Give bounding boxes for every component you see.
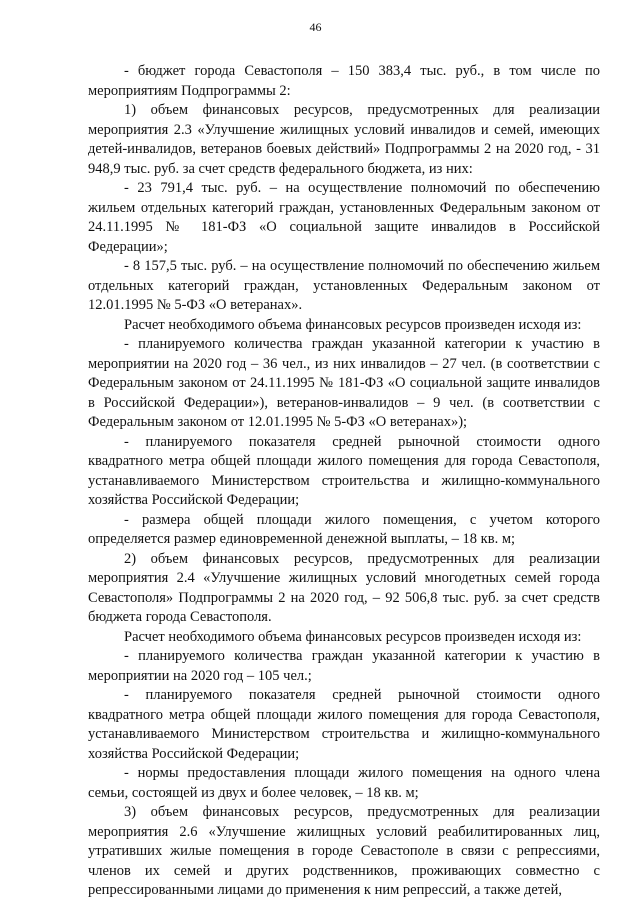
paragraph-planned-citizens: - планируемого количества граждан указанной категории к участию в мероприятии на 2020 год – 36 чел., из них инвалидов – 27 чел. (в соответствии с Федеральным законом от 24.11.1995 № 181-ФЗ «О социальной защите инвалидов в Российской Федерации»), ветеранов-инвалидов – 9 чел. (в соответствии с Федеральным законом от 12.01.1995 № 5-ФЗ «О ветеранах»); xyxy=(88,336,600,430)
paragraph-budget-sevastopol: - бюджет города Севастополя – 150 383,4 тыс. руб., в том числе по мероприятиям Подпрограммы 2: xyxy=(88,63,600,99)
paragraph-measure-2-6: 3) объем финансовых ресурсов, предусмотренных для реализации мероприятия 2.6 «Улучшение жилищных условий реабилитированных лиц, утративших жилые помещения в городе Севастополе в связи с репрессиями, членов их семей и других родственников, проживающих совместно с репрессированными лицами до применения к ним репрессий, а также детей, xyxy=(88,804,600,898)
paragraph-planned-citizens-2: - планируемого количества граждан указанной категории к участию в мероприятии на 2020 год – 105 чел.; xyxy=(88,648,600,684)
paragraph-item-veterans-law: - 8 157,5 тыс. руб. – на осуществление полномочий по обеспечению жильем отдельных категорий граждан, установленных Федеральным законом от 12.01.1995 № 5-ФЗ «О ветеранах». xyxy=(88,258,600,313)
paragraph-market-price-2: - планируемого показателя средней рыночной стоимости одного квадратного метра общей площади жилого помещения для города Севастополя, устанавливаемого Министерством строительства и жилищно-коммунального хозяйства Российской Федерации; xyxy=(88,687,600,762)
page-number: 46 xyxy=(309,20,322,34)
paragraph-market-price: - планируемого показателя средней рыночной стоимости одного квадратного метра общей площади жилого помещения для города Севастополя, устанавливаемого Министерством строительства и жилищно-коммунального хозяйства Российской Федерации; xyxy=(88,433,600,508)
paragraph-measure-2-4: 2) объем финансовых ресурсов, предусмотренных для реализации мероприятия 2.4 «Улучшение жилищных условий многодетных семей города Севастополя» Подпрограммы 2 на 2020 год, – 92 506,8 тыс. руб. за счет средств бюджета города Севастополя. xyxy=(88,550,600,625)
paragraph-item-disabled-law: - 23 791,4 тыс. руб. – на осуществление полномочий по обеспечению жильем отдельных категорий граждан, установленных Федеральным законом от 24.11.1995 № 181-ФЗ «О социальной защите инвалидов в Российской Федерации»; xyxy=(88,180,600,255)
paragraph-area-norm: - нормы предоставления площади жилого помещения на одного члена семьи, состоящей из двух и более человек, – 18 кв. м; xyxy=(88,765,600,801)
document-body xyxy=(88,62,600,901)
paragraph-calculation-basis-2: Расчет необходимого объема финансовых ресурсов произведен исходя из: xyxy=(124,628,582,645)
paragraph-area-size: - размера общей площади жилого помещения, с учетом которого определяется размер единовременной денежной выплаты, – 18 кв. м; xyxy=(88,511,600,547)
paragraph-measure-2-3: 1) объем финансовых ресурсов, предусмотренных для реализации мероприятия 2.3 «Улучшение жилищных условий инвалидов и семей, имеющих детей-инвалидов, ветеранов боевых действий» Подпрограммы 2 на 2020 год, - 31 948,9 тыс. руб. за счет средств федерального бюджета, из них: xyxy=(88,102,600,177)
paragraph-calculation-basis: Расчет необходимого объема финансовых ресурсов произведен исходя из: xyxy=(124,316,582,333)
